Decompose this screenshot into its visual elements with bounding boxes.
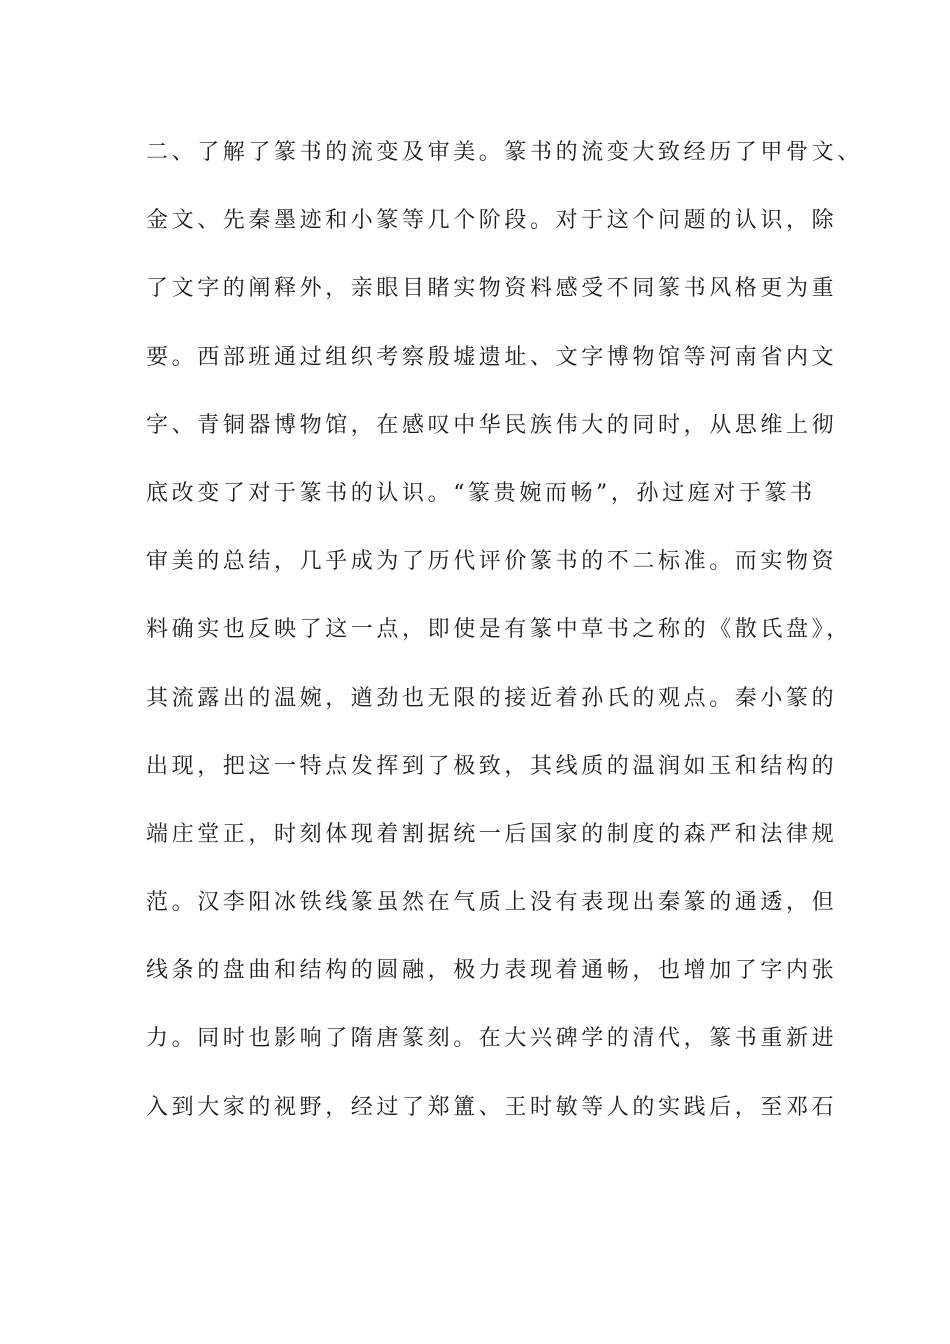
text-line-6: 底改变了对于篆书的认识。“篆贵婉而畅”，孙过庭对于篆书 [146,480,816,506]
text-line-13: 线条的盘曲和结构的圆融，极力表现着通畅，也增加了字内张 [146,958,838,984]
text-line-2: 金文、先秦墨迹和小篆等几个阶段。对于这个问题的认识，除 [146,208,838,234]
text-line-14: 力。同时也影响了隋唐篆刻。在大兴碑学的清代，篆书重新进 [146,1026,838,1052]
text-line-12: 范。汉李阳冰铁线篆虽然在气质上没有表现出秦篆的通透，但 [146,890,838,916]
text-line-4: 要。西部班通过组织考察殷墟遗址、文字博物馆等河南省内文 [146,344,838,370]
text-line-8: 料确实也反映了这一点，即使是有篆中草书之称的《散氏盘》， [146,617,852,643]
body-text [146,131,863,1154]
text-line-5: 字、青铜器博物馆，在感叹中华民族伟大的同时，从思维上彻 [146,412,838,438]
text-line-1: 二、了解了篆书的流变及审美。篆书的流变大致经历了甲骨文、 [146,140,863,165]
text-line-7: 审美的总结，几乎成为了历代评价篆书的不二标准。而实物资 [146,549,838,575]
text-line-10: 出现，把这一特点发挥到了极致，其线质的温润如玉和结构的 [146,753,838,779]
text-line-9: 其流露出的温婉，遒劲也无限的接近着孙氏的观点。秦小篆的 [146,685,838,711]
text-line-11: 端庄堂正，时刻体现着割据统一后国家的制度的森严和法律规 [146,821,838,847]
text-line-3: 了文字的阐释外，亲眼目睹实物资料感受不同篆书风格更为重 [146,276,838,302]
text-line-15: 入到大家的视野，经过了郑簠、王时敏等人的实践后，至邓石 [146,1094,838,1120]
